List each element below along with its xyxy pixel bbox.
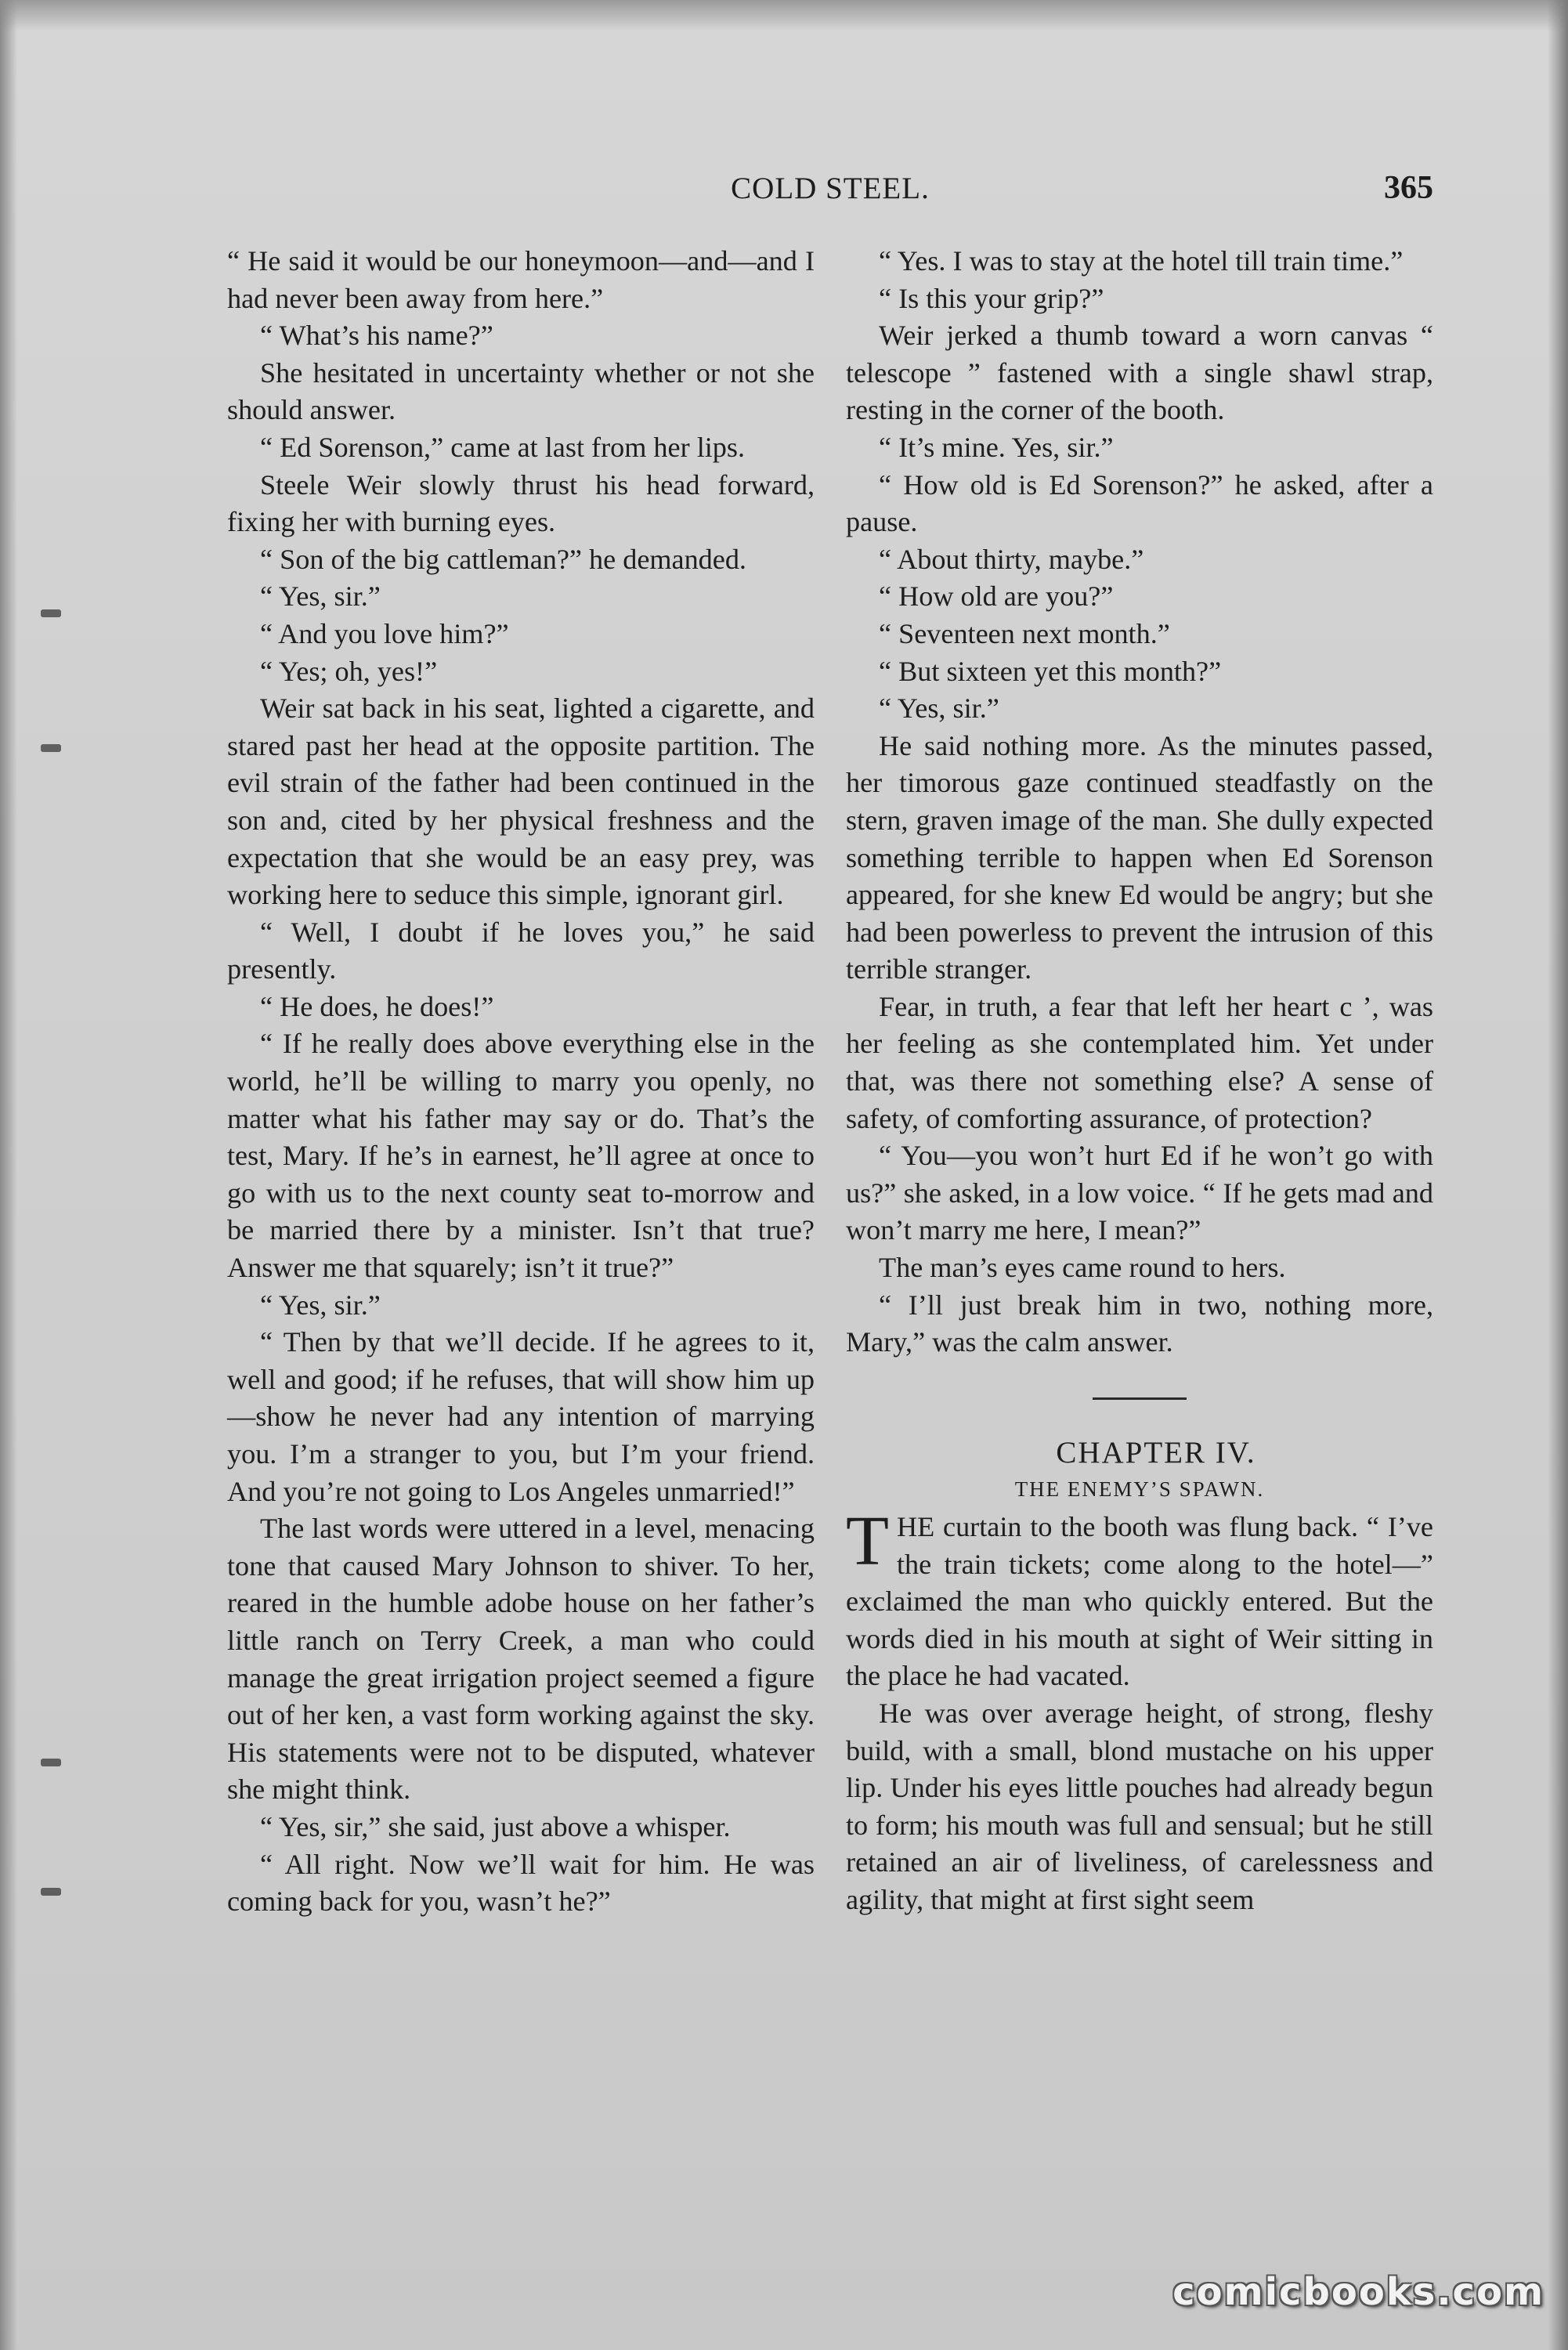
right-text-column	[846, 243, 1433, 1919]
running-head	[227, 171, 1433, 215]
paragraph: Fear, in truth, a fear that left her heart c ’, was her feeling as she contemplated him. Yet under that, was there not something else? A sense of safety, of comforting assurance, of protection?	[846, 990, 1433, 1134]
paragraph: “ He said it would be our honeymoon—and—and I had never been away from here.”	[227, 245, 815, 314]
paragraph: She hesitated in uncertainty whether or not she should answer.	[227, 356, 815, 426]
page-left-shadow	[0, 0, 17, 2350]
paragraph: “ Yes. I was to stay at the hotel till train time.”	[879, 245, 1404, 277]
paragraph: “ He does, he does!”	[260, 990, 494, 1022]
binding-hole-mark	[41, 1759, 61, 1766]
page-right-edge	[1548, 0, 1568, 2350]
paragraph: “ What’s his name?”	[260, 320, 493, 352]
paragraph: “ All right. Now we’ll wait for him. He was coming back for you, wasn’t he?”	[227, 1848, 815, 1918]
paragraph: “ And you love him?”	[260, 617, 509, 649]
paragraph: Steele Weir slowly thrust his head forward, fixing her with burning eyes.	[227, 468, 815, 538]
chapter-heading: CHAPTER IV.	[1056, 1435, 1256, 1470]
chapter-first-paragraph	[846, 1502, 1433, 1695]
paragraph: “ You—you won’t hurt Ed if he won’t go with us?” she asked, in a low voice. “ If he gets mad and won’t marry me here, I mean?”	[846, 1140, 1433, 1246]
paragraph: “ It’s mine. Yes, sir.”	[879, 431, 1114, 463]
paragraph: “ Yes; oh, yes!”	[260, 655, 438, 687]
right-column-paragraphs	[846, 243, 1433, 1361]
page-top-shadow	[0, 0, 1568, 31]
binding-hole-mark	[41, 609, 61, 617]
paragraph: “ If he really does above everything else in the world, he’ll be willing to marry you openly, no matter what his father may say or do. That’s the test, Mary. If he’s in earnest, he’ll agree at once to go with us to the next county seat to-morrow and be married there by a minister. Isn’t that true? Answer me that squarely; isn’t it true?”	[227, 1028, 815, 1284]
paragraph: “ Yes, sir.”	[879, 692, 999, 725]
paragraph: The last words were uttered in a level, menacing tone that caused Mary Johnson to shiver. To her, reared in the humble adobe house on her father’s little ranch on Terry Creek, a man who could manage the great irrigation project seemed a figure out of her ken, a vast form working against the sky. His statements were not to be disputed, whatever she might think.	[227, 1513, 815, 1806]
paragraph: “ Son of the big cattleman?” he demanded.	[260, 543, 746, 575]
paragraph: “ Ed Sorenson,” came at last from her lips.	[260, 431, 746, 463]
paragraph: “ I’ll just break him in two, nothing more, Mary,” was the calm answer.	[846, 1289, 1433, 1358]
paragraph: He said nothing more. As the minutes passed, her timorous gaze continued steadfastly on the stern, graven image of the man. She dully expected something terrible to happen when Ed Sorenson appeared, for she knew Ed would be angry; but she had been powerless to prevent the intrusion of this terrible stranger.	[846, 729, 1433, 985]
paragraph: “ Is this your grip?”	[879, 282, 1104, 314]
section-divider	[1093, 1397, 1187, 1400]
watermark-logo: comicbooks.com	[1172, 2270, 1545, 2314]
running-title: COLD STEEL.	[731, 172, 930, 205]
paragraph: “ Yes, sir.”	[260, 580, 381, 613]
chapter-second-paragraph: He was over average height, of strong, fleshy build, with a small, blond mustache on his upper lip. Under his eyes little pouches had already begun to form; his mouth was full and sensual; but he still retained an air of liveliness, of carelessness and agility, that might at first sight seem	[846, 1697, 1433, 1915]
binding-hole-mark	[41, 744, 61, 752]
paragraph: “ Well, I doubt if he loves you,” he said presently.	[227, 916, 815, 985]
paragraph: Weir jerked a thumb toward a worn canvas “ telescope ” fastened with a single shawl strap, resting in the corner of the booth.	[846, 320, 1433, 426]
paragraph: “ How old are you?”	[879, 580, 1114, 613]
binding-hole-mark	[41, 1888, 61, 1896]
drop-cap: T	[846, 1502, 889, 1580]
page-number: 365	[1384, 170, 1433, 206]
chapter-first-paragraph-text: HE curtain to the booth was flung back. “ I’ve the train tickets; come along to the hotel—” exclaimed the man who quickly entered. But the words died in his mouth at sight of Weir sitting in the place he had vacated.	[846, 1511, 1433, 1692]
paragraph: The man’s eyes came round to hers.	[879, 1252, 1286, 1284]
paragraph: “ Seventeen next month.”	[879, 617, 1170, 649]
paragraph: “ But sixteen yet this month?”	[879, 655, 1222, 687]
paragraph: “ About thirty, maybe.”	[879, 543, 1144, 575]
paragraph: “ Then by that we’ll decide. If he agrees to it, well and good; if he refuses, that will show him up—show he never had any intention of marrying you. I’m a stranger to you, but I’m your friend. And you’re not going to Los Angeles unmarried!”	[227, 1326, 815, 1507]
paragraph: “ Yes, sir.”	[260, 1289, 381, 1321]
paragraph: “ Yes, sir,” she said, just above a whisper.	[260, 1810, 731, 1842]
paragraph: Weir sat back in his seat, lighted a cigarette, and stared past her head at the opposite partition. The evil strain of the father had been continued in the son and, cited by her physical freshness and the expectation that she would be an easy prey, was working here to seduce this simple, ignorant girl.	[227, 692, 815, 911]
chapter-subtitle: THE ENEMY’S SPAWN.	[1014, 1477, 1265, 1502]
paragraph: “ How old is Ed Sorenson?” he asked, after a pause.	[846, 468, 1433, 538]
left-text-column	[227, 243, 815, 1921]
